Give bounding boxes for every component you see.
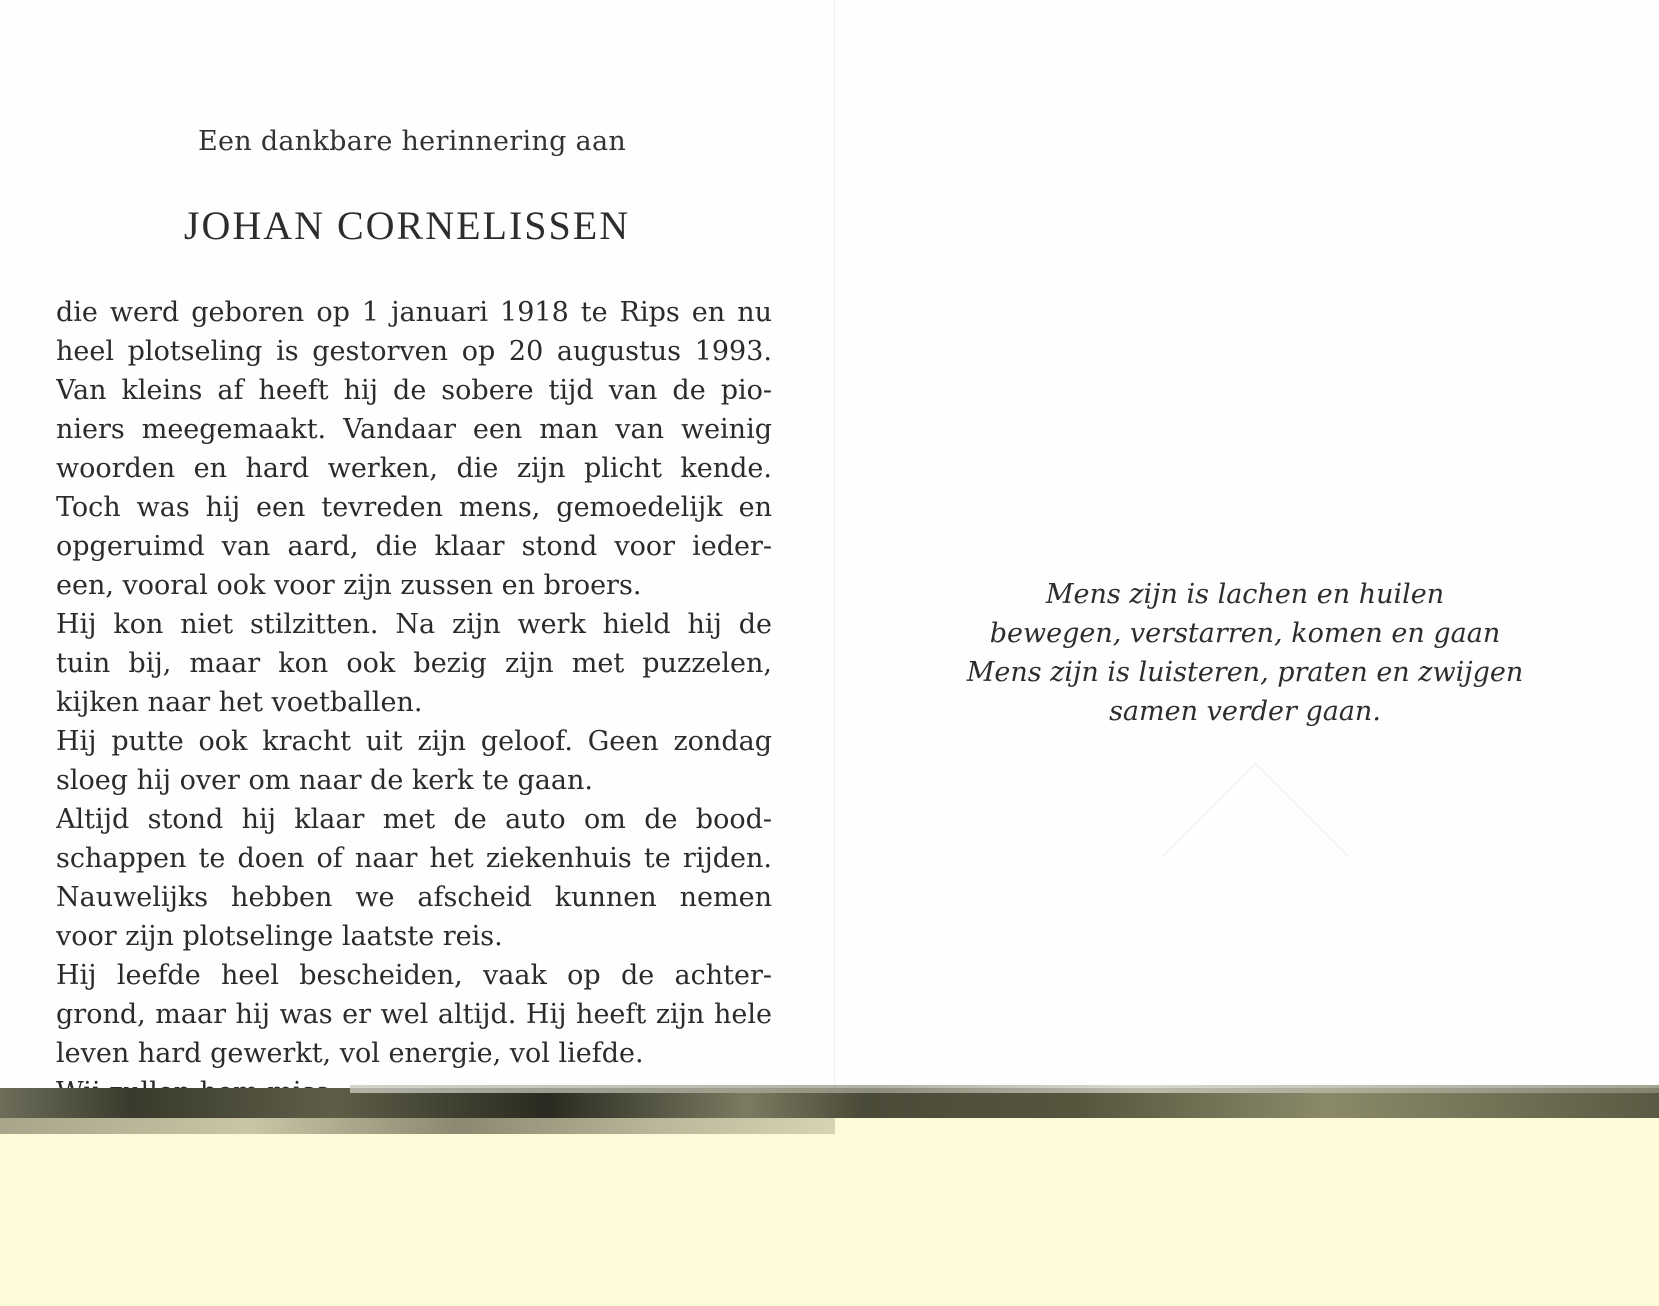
bio-line: Toch was hij een tevreden mens, gemoedelijk en: [56, 492, 772, 523]
bio-line: Nauwelijks hebben we afscheid kunnen nemen: [56, 882, 772, 913]
bio-line: leven hard gewerkt, vol energie, vol liefde.: [56, 1038, 644, 1069]
bio-line: schappen te doen of naar het ziekenhuis te rijden.: [56, 843, 772, 874]
bio-line: opgeruimd van aard, die klaar stond voor ieder-: [56, 531, 772, 562]
fold-line: [834, 0, 835, 1090]
bio-line: tuin bij, maar kon ook bezig zijn met puzzelen,: [56, 648, 772, 679]
bio-line: heel plotseling is gestorven op 20 augustus 1993.: [56, 336, 772, 367]
verse-line: samen verder gaan.: [1109, 696, 1381, 727]
bio-line: kijken naar het voetballen.: [56, 687, 423, 718]
card-bottom-edge-highlight: [350, 1085, 1659, 1093]
left-panel: [0, 0, 834, 1100]
bio-line: Hij kon niet stilzitten. Na zijn werk hield hij de: [56, 609, 772, 640]
name-label: JOHAN CORNELISSEN: [183, 203, 631, 248]
bio-line: sloeg hij over om naar de kerk te gaan.: [56, 765, 593, 796]
bio-line: een, vooral ook voor zijn zussen en broers.: [56, 570, 642, 601]
deceased-name: [0, 202, 834, 249]
bio-line: Hij leefde heel bescheiden, vaak op de achter-: [56, 960, 772, 991]
bio-line: voor zijn plotselinge laatste reis.: [56, 921, 503, 952]
verse: [900, 575, 1590, 731]
bio-line: Hij putte ook kracht uit zijn geloof. Geen zondag: [56, 726, 772, 757]
bio-line: Van kleins af heeft hij de sobere tijd van de pio-: [56, 375, 772, 406]
verse-line: Mens zijn is luisteren, praten en zwijgen: [966, 657, 1524, 688]
scan-backdrop-strip: [0, 1118, 835, 1134]
verse-line: bewegen, verstarren, komen en gaan: [989, 618, 1501, 649]
scan-backdrop: [0, 1118, 1659, 1306]
bio-line: die werd geboren op 1 januari 1918 te Rips en nu: [56, 297, 772, 328]
bio-line: grond, maar hij was er wel altijd. Hij heeft zijn hele: [56, 999, 772, 1030]
verse-line: Mens zijn is lachen en huilen: [1045, 579, 1445, 610]
bio-line: Altijd stond hij klaar met de auto om de bood-: [56, 804, 772, 835]
intro-label: Een dankbare herinnering aan: [197, 126, 627, 157]
biography: [56, 293, 772, 1098]
intro-text: [0, 126, 834, 157]
faint-stamp-mark: [1163, 763, 1348, 948]
bio-line: woorden en hard werken, die zijn plicht kende.: [56, 453, 772, 484]
bio-line: niers meegemaakt. Vandaar een man van weinig: [56, 414, 772, 445]
